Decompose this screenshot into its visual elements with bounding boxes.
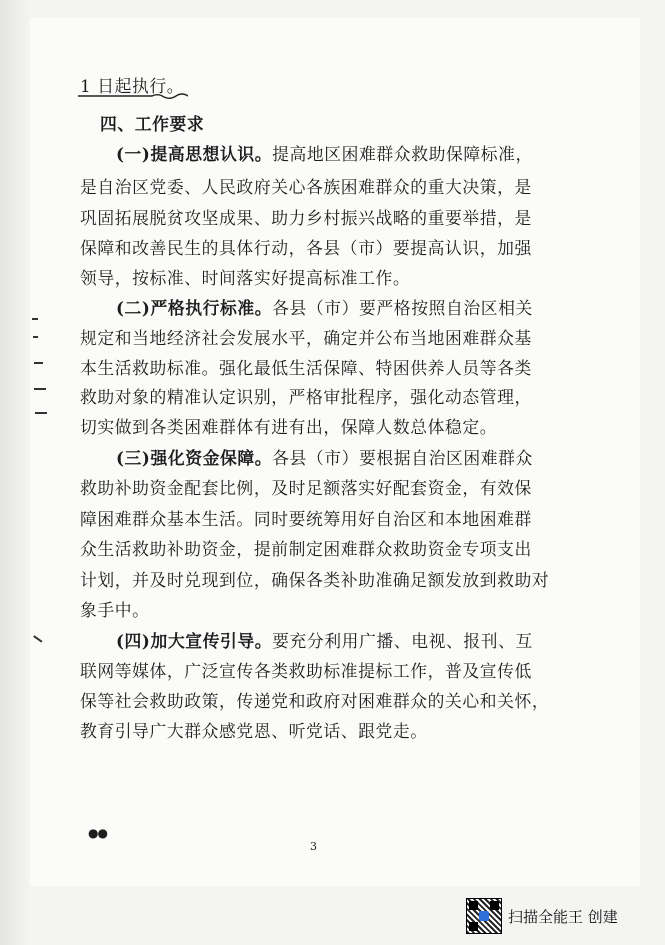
scan-edge <box>0 0 30 945</box>
paragraph-2-line: 规定和当地经济社会发展水平，确定并公布当地困难群众基 <box>80 328 532 348</box>
margin-mark <box>32 318 38 320</box>
paragraph-2-title: (二)严格执行标准。 <box>116 298 273 318</box>
paragraph-2-first-line <box>116 296 586 320</box>
paragraph-4-line: 保等社会救助政策，传递党和政府对困难群众的关心和关怀， <box>80 691 550 711</box>
watermark-text: 扫描全能王 创建 <box>508 907 618 926</box>
margin-mark <box>34 362 43 364</box>
paragraph-3-line: 障困难群众基本生活。同时要统筹用好自治区和本地困难群 <box>80 509 532 529</box>
paragraph-3-first-line <box>116 446 586 470</box>
paragraph-1-line: 领导，按标准、时间落实好提高标准工作。 <box>80 268 411 288</box>
scanner-watermark <box>466 898 618 934</box>
paragraph-3-line: 计划，并及时兑现到位，确保各类补助准确足额发放到救助对 <box>80 570 550 590</box>
margin-mark <box>33 336 38 338</box>
paragraph-3-line: 象手中。 <box>80 600 150 620</box>
qr-code-icon <box>466 898 502 934</box>
paragraph-1-first-line <box>116 142 586 166</box>
handwritten-underline <box>78 91 188 101</box>
paragraph-3-line: 众生活救助补助资金，提前制定困难群众救助资金专项支出 <box>80 539 532 559</box>
paragraph-1-line: 是自治区党委、人民政府关心各族困难群众的重大决策，是 <box>80 177 532 197</box>
paragraph-4-line: 联网等媒体，广泛宣传各类救助标准提标工作，普及宣传低 <box>80 661 532 681</box>
paragraph-3-title: (三)强化资金保障。 <box>116 448 273 468</box>
paragraph-4-title: (四)加大宣传引导。 <box>116 631 273 651</box>
paragraph-2-line: 本生活救助标准。强化最低生活保障、特困供养人员等各类 <box>80 358 532 378</box>
page-number: 3 <box>310 840 317 853</box>
paragraph-2-line: 救助对象的精准认定识别，严格审批程序，强化动态管理， <box>80 387 532 407</box>
paragraph-1-line: 提高地区困难群众救助保障标准， <box>272 144 533 164</box>
margin-mark <box>34 388 46 390</box>
paragraph-4-line: 要充分利用广播、电视、报刊、互 <box>272 631 533 651</box>
paragraph-2-line: 切实做到各类困难群体有进有出，保障人数总体稳定。 <box>80 417 498 437</box>
paragraph-3-line: 各县（市）要根据自治区困难群众 <box>272 448 533 468</box>
scan-artifact-dots: ●● <box>88 826 107 840</box>
section-heading: 四、工作要求 <box>100 114 205 134</box>
paragraph-1-line: 巩固拓展脱贫攻坚成果、助力乡村振兴战略的重要举措，是 <box>80 208 532 228</box>
paragraph-4-line: 教育引导广大群众感党恩、听党话、跟党走。 <box>80 721 428 741</box>
paragraph-3-line: 救助补助资金配套比例，及时足额落实好配套资金，有效保 <box>80 478 532 498</box>
paragraph-4-first-line <box>116 629 586 653</box>
continuation-line: 1 日起执行。 <box>80 76 185 96</box>
paragraph-1-line: 保障和改善民生的具体行动，各县（市）要提高认识，加强 <box>80 238 532 258</box>
paragraph-1-title: (一)提高思想认识。 <box>116 144 273 164</box>
margin-mark <box>35 412 47 414</box>
paragraph-2-line: 各县（市）要严格按照自治区相关 <box>272 298 533 318</box>
